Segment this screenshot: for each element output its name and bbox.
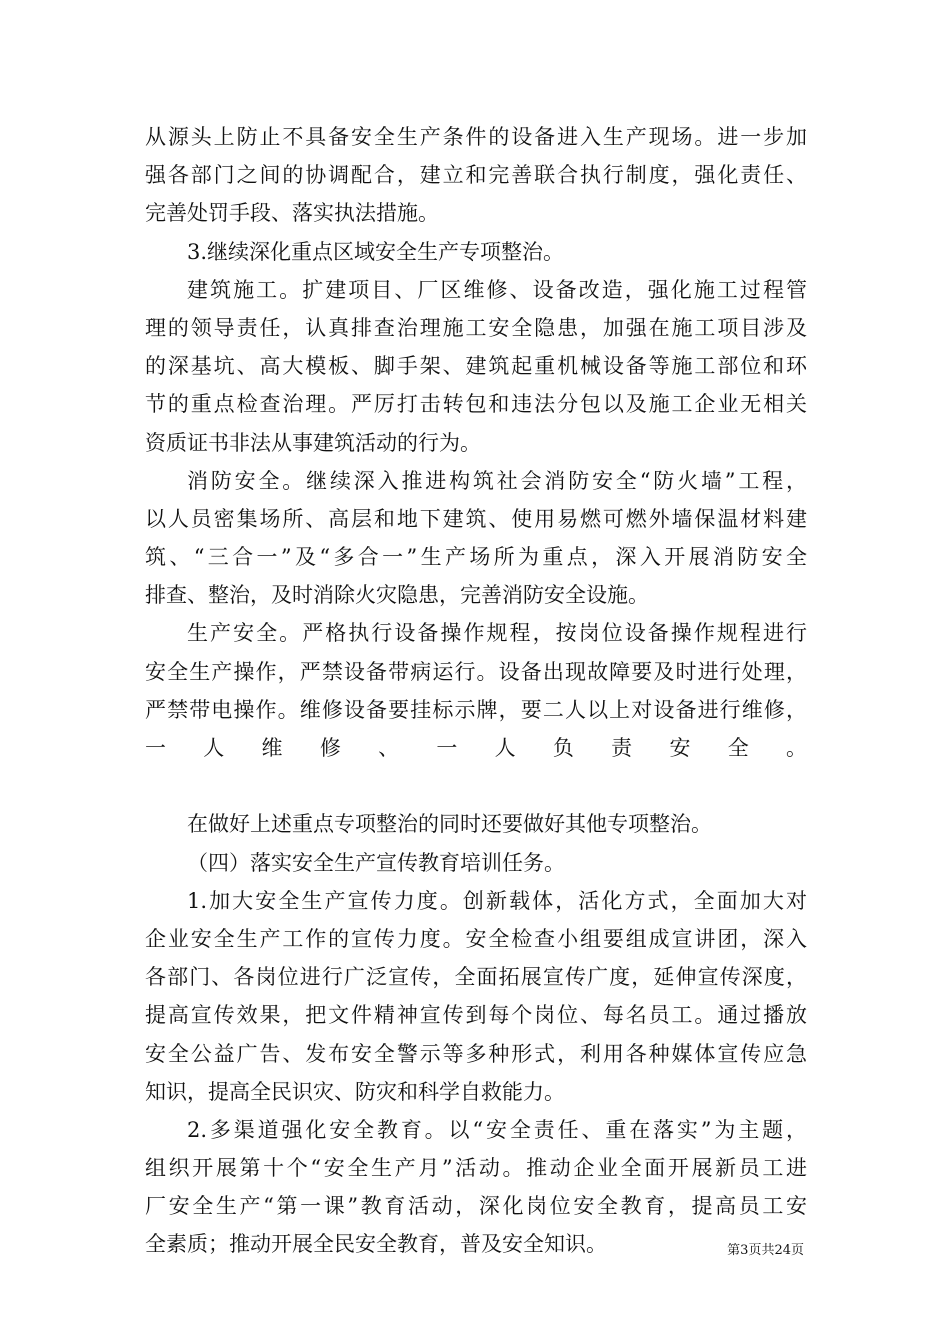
text-line: 3.继续深化重点区域安全生产专项整治。: [187, 239, 565, 264]
paragraph-construction: [145, 271, 807, 462]
text-line: 安全生产操作，严禁设备带病运行。设备出现故障要及时进行处理，: [145, 659, 807, 684]
text-line: 组织开展第十个“安全生产月”活动。推动企业全面开展新员工进: [145, 1156, 807, 1181]
text-line: 以人员密集场所、高层和地下建筑、使用易燃可燃外墙保温材料建: [145, 506, 807, 531]
text-line: （四）落实安全生产宣传教育培训任务。: [187, 850, 565, 875]
text-line: 企业安全生产工作的宣传力度。安全检查小组要组成宣讲团，深入: [145, 926, 807, 951]
text-line: 一人维修、一人负责安全。: [145, 736, 807, 760]
paragraph-publicity: [145, 882, 807, 1111]
paragraph-other-rectification: [145, 805, 807, 843]
text-line: 1.加大安全生产宣传力度。创新载体，活化方式，全面加大对: [187, 888, 807, 913]
text-line: 提高宣传效果，把文件精神宣传到每个岗位、每名员工。通过播放: [145, 1003, 807, 1028]
paragraph-equipment-control: [145, 118, 807, 233]
text-line: 各部门、各岗位进行广泛宣传，全面拓展宣传广度，延伸宣传深度，: [145, 965, 807, 990]
text-line: 消防安全。继续深入推进构筑社会消防安全“防火墙”工程，: [187, 468, 807, 493]
text-line: 生产安全。严格执行设备操作规程，按岗位设备操作规程进行: [187, 621, 807, 646]
text-line: 完善处罚手段、落实执法措施。: [145, 201, 439, 226]
text-line: 从源头上防止不具备安全生产条件的设备进入生产现场。进一步加: [145, 125, 807, 149]
text-line: 安全公益广告、发布安全警示等多种形式，利用各种媒体宣传应急: [145, 1041, 807, 1066]
text-line: 节的重点检查治理。严厉打击转包和违法分包以及施工企业无相关: [145, 392, 807, 417]
text-line: 的深基坑、高大模板、脚手架、建筑起重机械设备等施工部位和环: [145, 354, 807, 379]
heading-section-4: [145, 844, 807, 882]
text-line: 在做好上述重点专项整治的同时还要做好其他专项整治。: [187, 812, 712, 837]
paragraph-safety-education: [145, 1111, 807, 1264]
text-line: 理的领导责任，认真排查治理施工安全隐患，加强在施工项目涉及: [145, 315, 807, 340]
text-line: 建筑施工。扩建项目、厂区维修、设备改造，强化施工过程管: [187, 277, 807, 302]
paragraph-production-safety: [145, 614, 807, 805]
text-line: 2.多渠道强化安全教育。以“安全责任、重在落实”为主题，: [187, 1117, 807, 1142]
paragraph-fire-safety: [145, 462, 807, 615]
text-line: 排查、整治，及时消除火灾隐患，完善消防安全设施。: [145, 583, 649, 608]
text-line: 厂安全生产“第一课”教育活动，深化岗位安全教育，提高员工安: [145, 1194, 807, 1219]
text-line: 资质证书非法从事建筑活动的行为。: [145, 430, 481, 455]
text-line: 筑、“三合一”及“多合一”生产场所为重点，深入开展消防安全: [145, 545, 807, 570]
document-body: [145, 118, 807, 1264]
text-line: 严禁带电操作。维修设备要挂标示牌，要二人以上对设备进行维修，: [145, 697, 807, 722]
text-line: 知识，提高全民识灾、防灾和科学自救能力。: [145, 1079, 565, 1104]
heading-item-3: [145, 233, 807, 271]
page-number: 第3页共24页: [727, 1243, 804, 1258]
text-line: [145, 767, 807, 805]
text-line: 全素质；推动开展全民安全教育，普及安全知识。: [145, 1232, 607, 1257]
text-line: 强各部门之间的协调配合，建立和完善联合执行制度，强化责任、: [145, 163, 807, 188]
